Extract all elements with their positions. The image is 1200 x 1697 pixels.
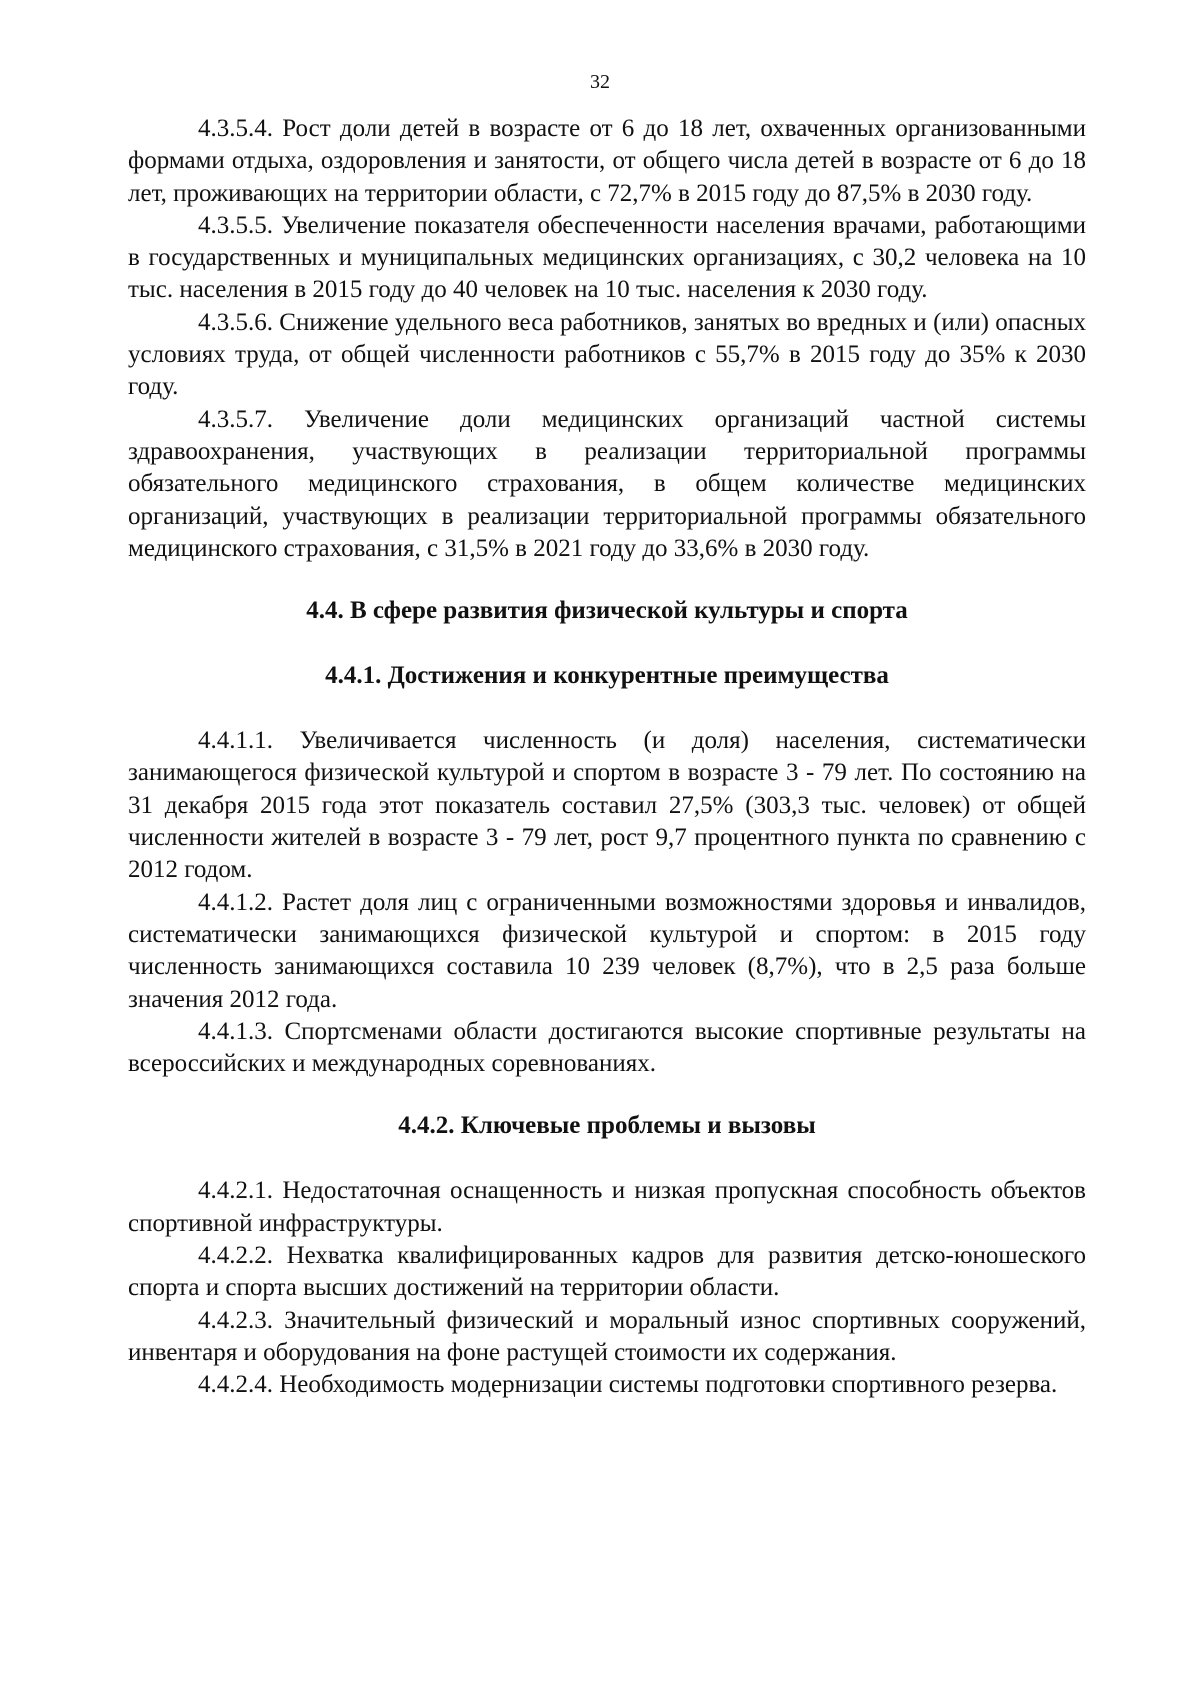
paragraph-4-4-2-1: 4.4.2.1. Недостаточная оснащенность и низкая пропускная способность объектов спортивной инфраструктуры. [128, 1177, 1086, 1237]
page-content [128, 113, 1086, 1402]
paragraph-4-3-5-7: 4.3.5.7. Увеличение доли медицинских организаций частной системы здравоохранения, участвующих в реализации территориальной программы обязательного медицинского страхования, в общем количестве медицинских организаций, участвующих в реализации территориальной программы обязательного медицинского страхования, с 31,5% в 2021 году до 33,6% в 2030 году. [128, 405, 1086, 562]
paragraph-4-4-1-1: 4.4.1.1. Увеличивается численность (и доля) населения, систематически занимающегося физической культурой и спортом в возрасте 3 - 79 лет. По состоянию на 31 декабря 2015 года этот показатель составил 27,5% (303,3 тыс. человек) от общей численности жителей в возрасте 3 - 79 лет, рост 9,7 процентного пункта по сравнению с 2012 годом. [128, 727, 1086, 884]
page-number: 32 [590, 71, 610, 93]
paragraph-4-4-1-2: 4.4.1.2. Растет доля лиц с ограниченными возможностями здоровья и инвалидов, систематически занимающихся физической культурой и спортом: в 2015 году численность занимающихся составила 10 239 человек (8,7%), что в 2,5 раза больше значения 2012 года. [128, 888, 1086, 1013]
section-heading-4-4-1: 4.4.1. Достижения и конкурентные преимущества [325, 662, 889, 690]
paragraph-4-4-2-4: 4.4.2.4. Необходимость модернизации системы подготовки спортивного резерва. [198, 1371, 1058, 1399]
paragraph-4-4-1-3: 4.4.1.3. Спортсменами области достигаются высокие спортивные результаты на всероссийских и международных соревнованиях. [128, 1017, 1086, 1078]
section-heading-4-4: 4.4. В сфере развития физической культуры и спорта [306, 597, 908, 625]
paragraph-4-4-2-2: 4.4.2.2. Нехватка квалифицированных кадров для развития детско-юношеского спорта и спорта высших достижений на территории области. [128, 1242, 1086, 1302]
section-heading-4-4-2: 4.4.2. Ключевые проблемы и вызовы [398, 1112, 816, 1140]
paragraph-4-3-5-6: 4.3.5.6. Снижение удельного веса работников, занятых во вредных и (или) опасных условиях труда, от общей численности работников с 55,7% в 2015 году до 35% к 2030 году. [128, 308, 1086, 401]
paragraph-4-3-5-4: 4.3.5.4. Рост доли детей в возрасте от 6 до 18 лет, охваченных организованными формами отдыха, оздоровления и занятости, от общего числа детей в возрасте от 6 до 18 лет, проживающих на территории области, с 72,7% в 2015 году до 87,5% в 2030 году. [128, 115, 1086, 207]
paragraph-4-4-2-3: 4.4.2.3. Значительный физический и моральный износ спортивных сооружений, инвентаря и оборудования на фоне растущей стоимости их содержания. [128, 1306, 1086, 1366]
paragraph-4-3-5-5: 4.3.5.5. Увеличение показателя обеспеченности населения врачами, работающими в государственных и муниципальных медицинских организациях, с 30,2 человека на 10 тыс. населения в 2015 году до 40 человек на 10 тыс. населения к 2030 году. [128, 211, 1086, 304]
